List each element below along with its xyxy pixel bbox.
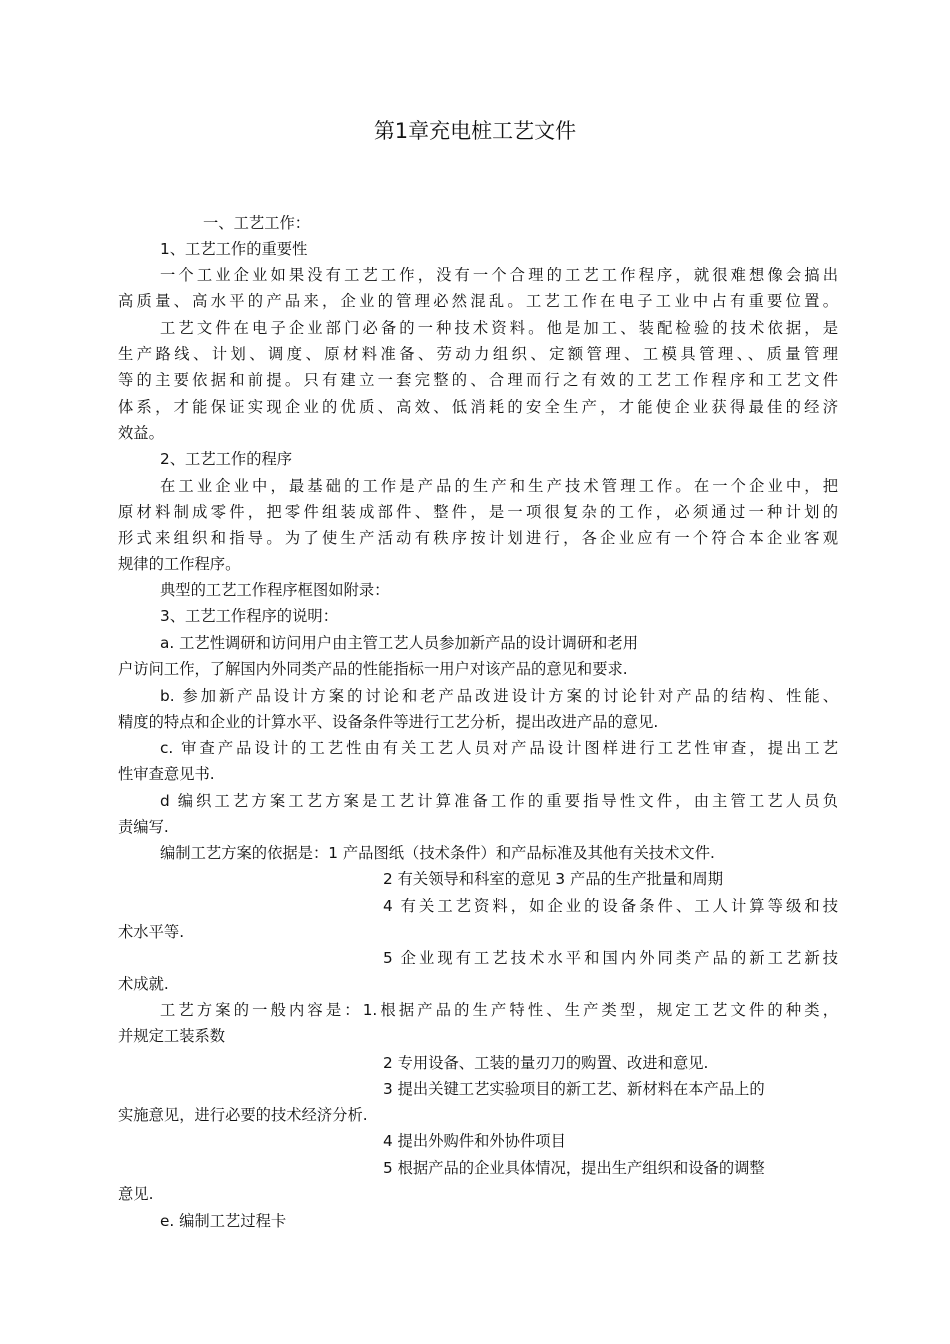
paragraph-line: 工艺方案的一般内容是：1.根据产品的生产特性、生产类型，规定工艺文件的种类， <box>160 1001 838 1019</box>
basis-item: 5 企业现有工艺技术水平和国内外同类产品的新工艺新技 <box>383 949 838 967</box>
paragraph-line: 高质量、高水平的产品来，企业的管理必然混乱。工艺工作在电子工业中占有重要位置。 <box>118 292 838 310</box>
content-item-continuation: 意见. <box>118 1185 154 1203</box>
list-item-continuation: 责编写. <box>118 818 169 836</box>
subsection-heading: 2、工艺工作的程序 <box>160 450 293 468</box>
list-item: c. 审查产品设计的工艺性由有关工艺人员对产品设计图样进行工艺性审查，提出工艺 <box>160 739 838 757</box>
paragraph-line: 并规定工装系数 <box>118 1027 226 1045</box>
content-item-continuation: 实施意见，进行必要的技术经济分析. <box>118 1106 368 1124</box>
paragraph-line: 在工业企业中，最基础的工作是产品的生产和生产技术管理工作。在一个企业中，把 <box>160 477 838 495</box>
paragraph-line: 原材料制成零件，把零件组装成部件、整件，是一项很复杂的工作，必须通过一种计划的 <box>118 503 838 521</box>
list-item: b. 参加新产品设计方案的讨论和老产品改进设计方案的讨论针对产品的结构、性能、 <box>160 687 838 705</box>
list-item: d 编织工艺方案工艺方案是工艺计算准备工作的重要指导性文件，由主管工艺人员负 <box>160 792 838 810</box>
content-item: 2 专用设备、工装的量刃刀的购置、改进和意见. <box>383 1054 709 1072</box>
paragraph-line: 规律的工作程序。 <box>118 555 241 573</box>
basis-item-continuation: 术成就. <box>118 975 169 993</box>
paragraph-line: 编制工艺方案的依据是：1 产品图纸（技术条件）和产品标准及其他有关技术文件. <box>160 844 715 862</box>
section-heading: 一、工艺工作： <box>203 214 311 232</box>
paragraph-line: 体系，才能保证实现企业的优质、高效、低消耗的安全生产，才能使企业获得最佳的经济 <box>118 398 838 416</box>
basis-item: 4 有关工艺资料，如企业的设备条件、工人计算等级和技 <box>383 897 838 915</box>
subsection-heading: 1、工艺工作的重要性 <box>160 240 308 258</box>
list-item-continuation: 精度的特点和企业的计算水平、设备条件等进行工艺分析，提出改进产品的意见. <box>118 713 659 731</box>
paragraph-line: 一个工业企业如果没有工艺工作，没有一个合理的工艺工作程序，就很难想像会搞出 <box>160 266 838 284</box>
page-title: 第1章充电桩工艺文件 <box>373 119 577 143</box>
content-item: 5 根据产品的企业具体情况，提出生产组织和设备的调整 <box>383 1159 765 1177</box>
subsection-heading: 3、工艺工作程序的说明： <box>160 607 338 625</box>
content-item: 4 提出外购件和外协件项目 <box>383 1132 566 1150</box>
paragraph-line: 生产路线、计划、调度、原材料准备、劳动力组织、定额管理、工模具管理、、质量管理 <box>118 345 838 363</box>
paragraph-line: 典型的工艺工作程序框图如附录： <box>160 581 390 599</box>
list-item-continuation: 性审查意见书. <box>118 765 215 783</box>
paragraph-line: 形式来组织和指导。为了使生产活动有秩序按计划进行，各企业应有一个符合本企业客观 <box>118 529 838 547</box>
basis-item: 2 有关领导和科室的意见 3 产品的生产批量和周期 <box>383 870 723 888</box>
paragraph-line: 工艺文件在电子企业部门必备的一种技术资料。他是加工、装配检验的技术依据，是 <box>160 319 838 337</box>
list-item: e. 编制工艺过程卡 <box>160 1212 287 1230</box>
paragraph-line: 等的主要依据和前提。只有建立一套完整的、合理而行之有效的工艺工作程序和工艺文件 <box>118 371 838 389</box>
paragraph-line: 效益。 <box>118 424 164 442</box>
list-item-continuation: 户访问工作，了解国内外同类产品的性能指标一用户对该产品的意见和要求. <box>118 660 628 678</box>
basis-item-continuation: 术水平等. <box>118 923 185 941</box>
content-item: 3 提出关键工艺实验项目的新工艺、新材料在本产品上的 <box>383 1080 765 1098</box>
list-item: a. 工艺性调研和访问用户由主管工艺人员参加新产品的设计调研和老用 <box>160 634 639 652</box>
